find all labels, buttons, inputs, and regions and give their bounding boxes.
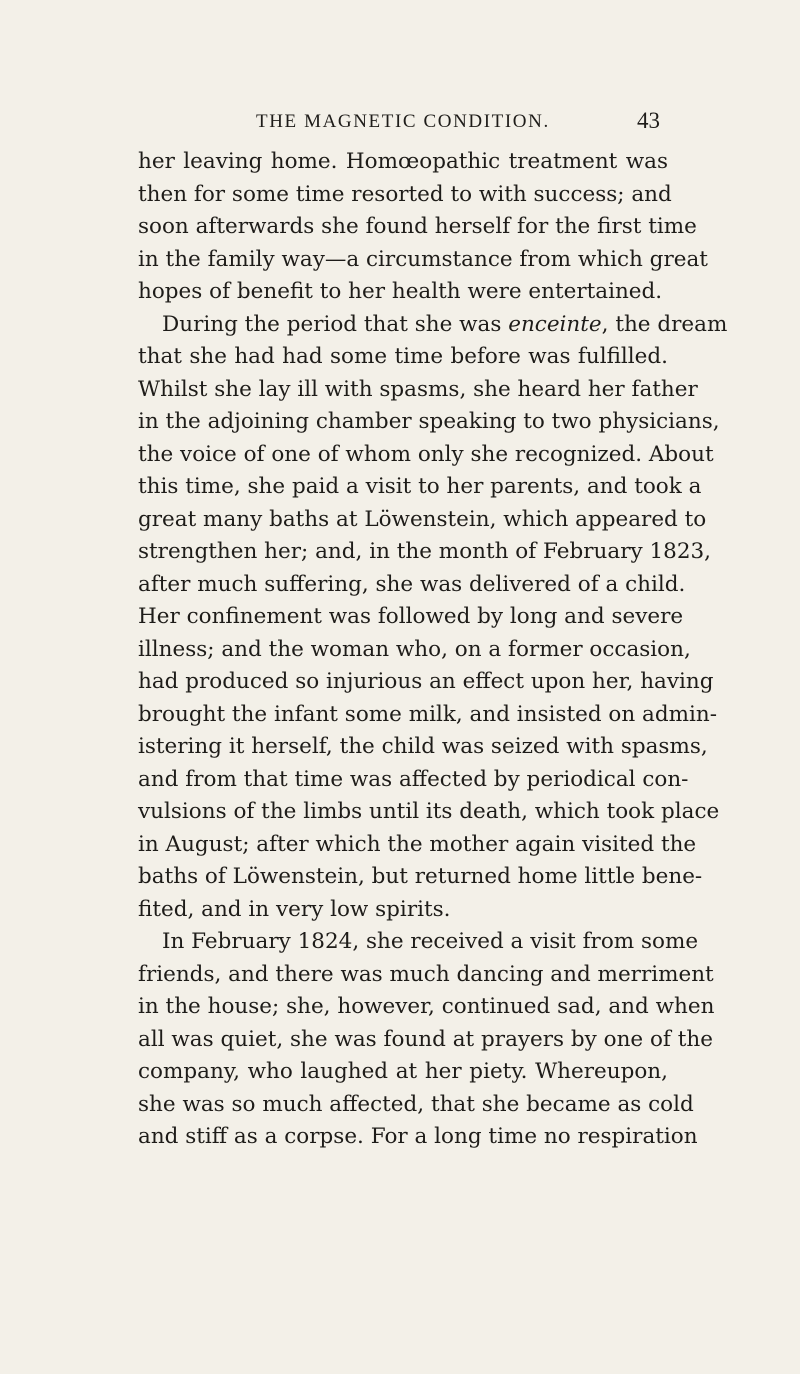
text-line: brought the infant some milk, and insisted on admin-: [138, 701, 718, 727]
text-line: great many baths at Löwenstein, which appeared to: [138, 506, 707, 532]
page-number: 43: [637, 108, 660, 133]
text-line: istering it herself, the child was seized with spasms,: [138, 734, 708, 759]
body-text: [138, 146, 728, 1154]
text-line: after much suffering, she was delivered of a child.: [138, 571, 686, 597]
text-line: all was quiet, she was found at prayers by one of the: [138, 1026, 713, 1052]
text-line: strengthen her; and, in the month of February 1823,: [138, 539, 712, 564]
text-line: baths of Löwenstein, but returned home little bene-: [138, 864, 703, 889]
running-title: THE MAGNETIC CONDITION.: [256, 111, 550, 132]
running-head: [0, 110, 800, 138]
text-line: in the family way—a circumstance from which great: [138, 246, 708, 272]
text-line: Her confinement was followed by long and severe: [138, 604, 684, 629]
text-line: In February 1824, she received a visit from some: [162, 929, 699, 954]
text-line: and from that time was affected by periodical con-: [138, 766, 689, 792]
text-line: the voice of one of whom only she recognized. About: [138, 441, 714, 467]
text-line: had produced so injurious an effect upon her, having: [138, 669, 714, 694]
text-line: in August; after which the mother again visited the: [138, 831, 697, 857]
text-line: During the period that she was enceinte, the dream: [162, 311, 728, 337]
text-line: friends, and there was much dancing and merriment: [138, 961, 714, 987]
text-line: in the house; she, however, continued sad, and when: [138, 994, 715, 1019]
text-line: vulsions of the limbs until its death, which took place: [138, 799, 720, 824]
text-line: this time, she paid a visit to her parents, and took a: [138, 474, 702, 499]
text-line: company, who laughed at her piety. Whereupon,: [138, 1059, 668, 1084]
text-line: soon afterwards she found herself for the first time: [138, 214, 697, 239]
text-line: illness; and the woman who, on a former occasion,: [138, 636, 691, 662]
text-line: then for some time resorted to with success; and: [138, 181, 672, 207]
text-line: that she had had some time before was fulfilled.: [138, 344, 668, 369]
text-line: hopes of benefit to her health were entertained.: [138, 279, 663, 304]
text-line: fited, and in very low spirits.: [138, 896, 451, 922]
text-line: in the adjoining chamber speaking to two physicians,: [138, 409, 720, 434]
text-line: Whilst she lay ill with spasms, she heard her father: [138, 376, 698, 402]
text-line: her leaving home. Homœopathic treatment was: [138, 149, 668, 174]
text-line: she was so much affected, that she became as cold: [138, 1091, 694, 1117]
text-line: and stiff as a corpse. For a long time no respiration: [138, 1124, 698, 1149]
